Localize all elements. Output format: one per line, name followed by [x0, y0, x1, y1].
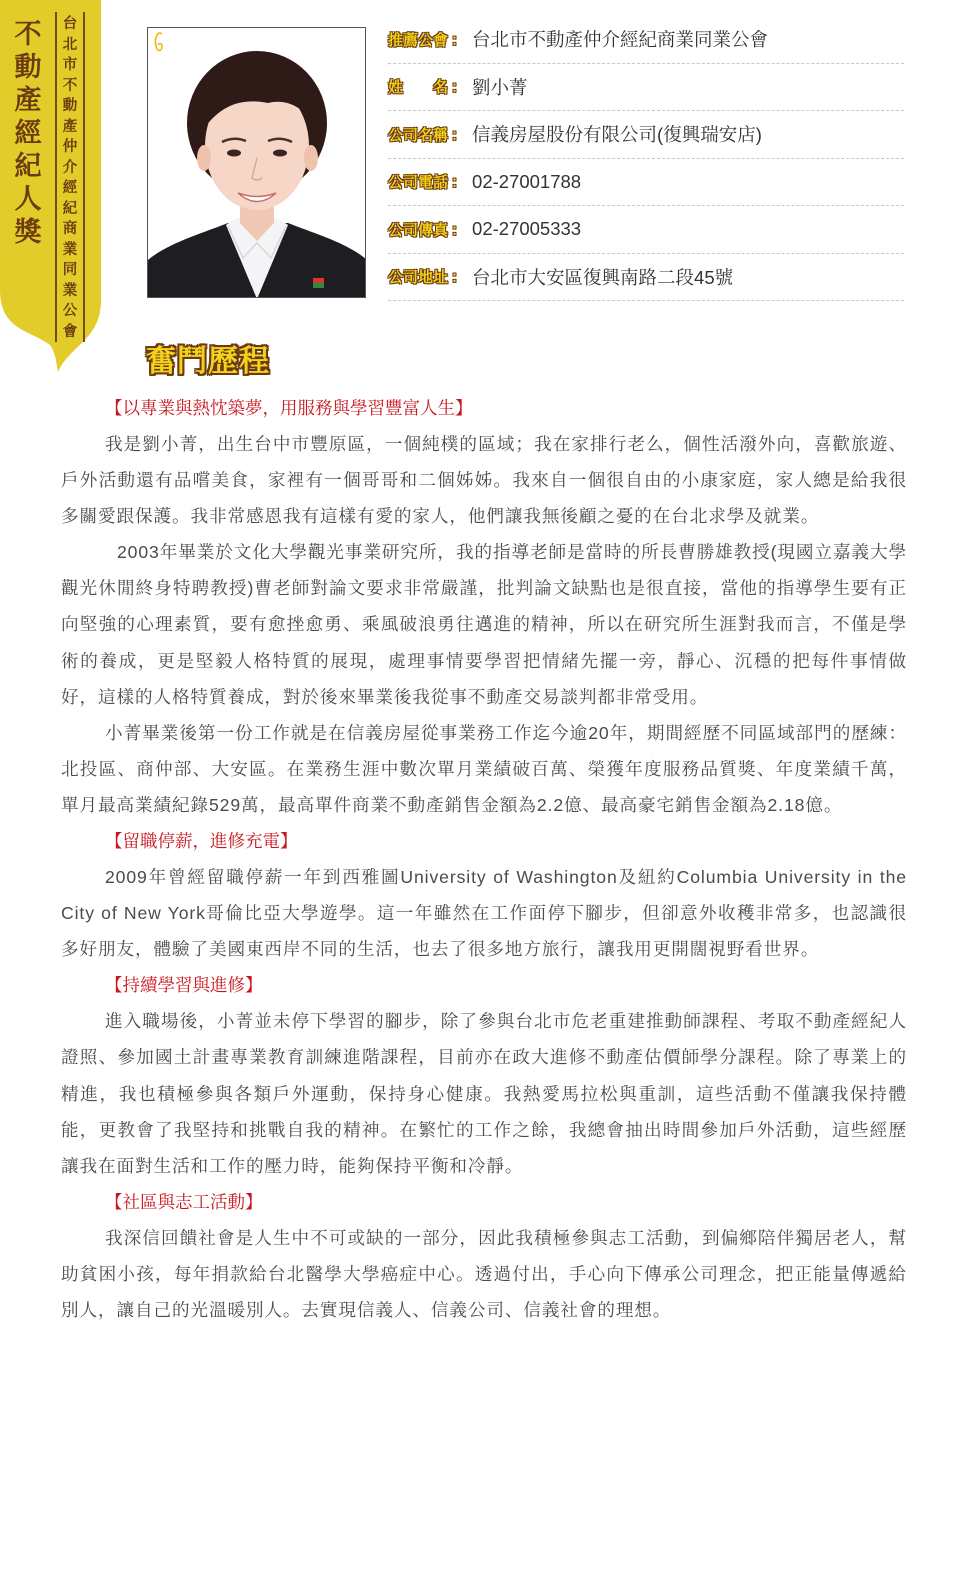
section-heading: 【社區與志工活動】: [105, 1191, 263, 1212]
story-paragraph: 2009年曾經留職停薪一年到西雅圖University of Washington及紐約Columbia University in the City of New York哥倫比亞大學遊學。這一年雖然在工作面停下腳步，但卻意外收穫非常多，也認識很多好朋友，體驗了美國東西岸不同的生活，也去了很多地方旅行，讓我用更開闊視野看世界。: [61, 867, 907, 960]
info-row-address: [388, 254, 904, 302]
info-row-association: [388, 16, 904, 64]
award-title: [13, 18, 43, 249]
award-ribbon: [0, 0, 101, 375]
section-heading: 【持續學習與進修】: [105, 975, 263, 996]
association-char: 經: [62, 180, 78, 196]
association-name-vertical: [59, 14, 81, 342]
association-char: 業: [62, 282, 78, 299]
association-char: 業: [62, 241, 78, 258]
info-value: 台北市大安區復興南路二段45號: [472, 266, 734, 288]
story-paragraph: 小菁畢業後第一份工作就是在信義房屋從事業務工作迄今逾20年，期間經歷不同區域部門的歷練：北投區、商仲部、大安區。在業務生涯中數次單月業績破百萬、榮獲年度服務品質獎、年度業績千萬，單月最高業績紀錄529萬，最高單件商業不動產銷售金額為2.2億、最高豪宅銷售金額為2.18億。: [61, 722, 907, 815]
info-value: 信義房屋股份有限公司(復興瑞安店): [472, 124, 762, 146]
info-colon: ：: [451, 78, 467, 97]
section-heading: 【以專業與熱忱築夢，用服務與學習豐富人生】: [105, 398, 473, 418]
story-paragraph: 2003年畢業於文化大學觀光事業研究所，我的指導老師是當時的所長曹勝雄教授(現國立嘉義大學觀光休閒終身特聘教授)曹老師對論文要求非常嚴謹，批判論文缺點也是很直接，當他的指導學生要有正向堅強的心理素質，要有愈挫愈勇、乘風破浪勇往邁進的精神，所以在研究所生涯對我而言，不僅是學術的養成，更是堅毅人格特質的展現，處理事情要學習把情緒先擺一旁，靜心、沉穩的把每件事情做好，這樣的人格特質養成，對於後來畢業後我從事不動產交易談判都非常受用。: [61, 542, 907, 707]
info-row-company: [388, 111, 904, 159]
award-title-char: 紀: [14, 151, 42, 182]
info-colon: ：: [451, 268, 467, 287]
info-label: 公司名稱: [388, 125, 449, 144]
association-char: 會: [62, 323, 78, 340]
info-colon: ：: [451, 30, 467, 49]
info-value: 台北市不動產仲介經紀商業同業公會: [472, 29, 769, 51]
info-label: 公司傳真: [388, 220, 449, 239]
story-content: [61, 390, 907, 1328]
story-paragraph: 進入職場後，小菁並未停下學習的腳步，除了參與台北市危老重建推動師課程、考取不動產經紀人證照、參加國土計畫專業教育訓練進階課程，目前亦在政大進修不動產估價師學分課程。除了專業上的精進，我也積極參與各類戶外運動，保持身心健康。我熱愛馬拉松與重訓，這些活動不僅讓我保持體能，更教會了我堅持和挑戰自我的精神。在繁忙的工作之餘，我總會抽出時間參加戶外活動，這些經歷讓我在面對生活和工作的壓力時，能夠保持平衡和冷靜。: [61, 1011, 907, 1176]
info-value: 02-27005333: [472, 218, 582, 240]
info-value: 劉小菁: [472, 76, 528, 98]
award-title-char: 不: [14, 19, 42, 50]
info-row-fax: [388, 206, 904, 254]
section-heading: 【留職停薪，進修充電】: [105, 831, 298, 852]
info-colon: ：: [451, 220, 467, 239]
award-title-char: 產: [14, 85, 42, 116]
profile-photo: [147, 27, 366, 298]
portrait-illustration: [148, 28, 366, 298]
info-row-phone: [388, 159, 904, 207]
association-char: 市: [62, 57, 78, 73]
ribbon-divider-left: [55, 12, 57, 342]
association-char: 台: [62, 16, 78, 32]
award-title-char: 獎: [14, 217, 42, 248]
profile-info-list: [388, 16, 904, 301]
story-paragraph: 我是劉小菁，出生台中市豐原區，一個純樸的區域；我在家排行老么，個性活潑外向，喜歡旅遊、戶外活動還有品嚐美食，家裡有一個哥哥和二個姊姊。我來自一個很自由的小康家庭，家人總是給我很多關愛跟保護。我非常感恩我有這樣有愛的家人，他們讓我無後顧之憂的在台北求學及就業。: [61, 434, 907, 527]
association-char: 同: [62, 262, 78, 278]
award-title-char: 動: [14, 52, 42, 83]
info-colon: ：: [451, 173, 467, 192]
association-char: 產: [62, 118, 78, 135]
story-title: 奮鬥歷程: [146, 344, 270, 379]
info-label: 姓 名: [388, 78, 449, 97]
info-value: 02-27001788: [472, 170, 582, 192]
story-paragraph: 我深信回饋社會是人生中不可或缺的一部分，因此我積極參與志工活動，到偏鄉陪伴獨居老人，幫助貧困小孩，每年捐款給台北醫學大學癌症中心。透過付出，手心向下傳承公司理念，把正能量傳遞給別人，讓自己的光溫暖別人。去實現信義人、信義公司、信義社會的理想。: [61, 1227, 907, 1320]
info-label: 公司地址: [388, 268, 449, 287]
info-colon: ：: [451, 125, 467, 144]
info-label: 推薦公會: [388, 30, 449, 49]
association-char: 不: [62, 77, 78, 94]
association-char: 北: [62, 36, 78, 53]
association-char: 紀: [62, 200, 78, 217]
association-char: 介: [62, 159, 78, 176]
association-char: 仲: [62, 139, 78, 155]
association-char: 公: [62, 303, 78, 319]
info-label: 公司電話: [388, 173, 449, 192]
award-title-char: 人: [14, 184, 42, 215]
association-char: 動: [62, 98, 78, 114]
association-char: 商: [62, 221, 78, 237]
ribbon-divider-right: [83, 12, 85, 342]
award-title-char: 經: [14, 118, 42, 149]
info-row-name: [388, 64, 904, 112]
